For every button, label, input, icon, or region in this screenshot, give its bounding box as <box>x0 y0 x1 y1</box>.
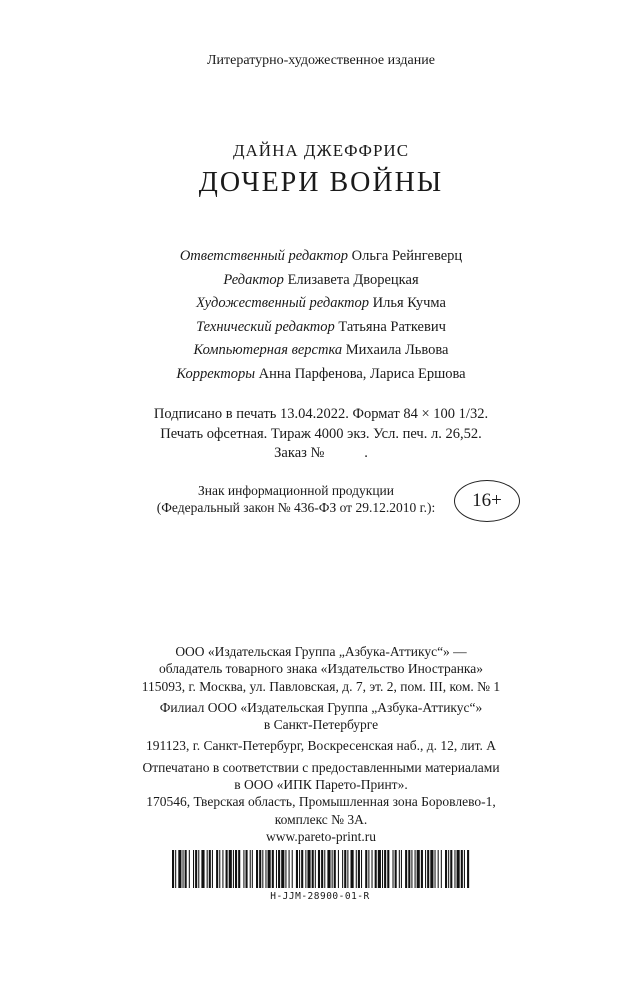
barcode-bar <box>178 850 181 888</box>
credits-block <box>0 245 642 387</box>
barcode-bar <box>250 850 251 888</box>
credit-name: Татьяна Раткевич <box>338 318 446 335</box>
barcode-bar <box>216 850 218 888</box>
barcode-bar <box>281 850 284 888</box>
barcode-bar <box>450 850 452 888</box>
barcode-bar <box>430 850 433 888</box>
barcode <box>170 850 470 910</box>
barcode-bar <box>195 850 197 888</box>
barcode-bar <box>299 850 300 888</box>
barcode-bar <box>235 850 237 888</box>
barcode-bar <box>268 850 271 888</box>
printer-line: в ООО «ИПК Парето-Принт». <box>234 777 408 793</box>
credit-line <box>0 292 642 316</box>
info-mark-line: Знак информационной продукции <box>197 483 395 498</box>
barcode-bar <box>332 850 333 888</box>
info-mark-text <box>146 483 446 516</box>
credit-line <box>0 245 642 269</box>
printer-line: Отпечатано в соответствии с предоставленными материалами <box>142 759 500 775</box>
barcode-bar <box>312 850 314 888</box>
publisher-line: в Санкт-Петербурге <box>263 717 379 733</box>
barcode-bar <box>233 850 234 888</box>
barcode-bar <box>408 850 410 888</box>
credit-role: Редактор <box>223 271 284 288</box>
barcode-bar <box>292 850 293 888</box>
barcode-bar <box>209 850 211 888</box>
barcode-bar <box>238 850 240 888</box>
barcode-bar <box>461 850 463 888</box>
barcode-bar <box>427 850 429 888</box>
barcode-bar <box>441 850 442 888</box>
barcode-bar <box>327 850 330 888</box>
barcode-bar <box>243 850 244 888</box>
barcode-bar <box>405 850 407 888</box>
print-line: Печать офсетная. Тираж 4000 экз. Усл. печ. л. 26,52. <box>160 425 482 442</box>
publisher-block <box>0 643 642 845</box>
barcode-bar <box>338 850 339 888</box>
age-rating-badge: 16+ <box>454 480 520 522</box>
printer-line: 170546, Тверская область, Промышленная зона Боровлево-1, <box>146 794 496 810</box>
barcode-bar <box>454 850 455 888</box>
barcode-bar <box>457 850 460 888</box>
barcode-bar <box>384 850 386 888</box>
barcode-bar <box>172 850 174 888</box>
barcode-bar <box>448 850 449 888</box>
barcode-bar <box>278 850 280 888</box>
printer-website: www.pareto-print.ru <box>265 828 377 844</box>
barcode-bar <box>372 850 373 888</box>
barcode-bar <box>361 850 362 888</box>
barcode-bar <box>467 850 469 888</box>
credit-role: Компьютерная верстка <box>193 342 343 359</box>
barcode-bar <box>344 850 346 888</box>
barcode-bar <box>193 850 194 888</box>
barcode-bar <box>438 850 439 888</box>
barcode-bar <box>382 850 383 888</box>
barcode-bar <box>387 850 389 888</box>
barcode-bar <box>464 850 465 888</box>
barcode-bar <box>301 850 303 888</box>
print-line: Заказ № . <box>274 445 368 461</box>
print-line: Подписано в печать 13.04.2022. Формат 84 × 100 1/32. <box>153 406 489 422</box>
barcode-bar <box>445 850 447 888</box>
credit-role: Корректоры <box>176 365 256 382</box>
barcode-bar <box>411 850 412 888</box>
publisher-line: обладатель товарного знака «Издательство Иностранка» <box>158 661 484 677</box>
publisher-line: 115093, г. Москва, ул. Павловская, д. 7, эт. 2, пом. III, ком. № 1 <box>141 678 501 694</box>
barcode-bar <box>259 850 261 888</box>
barcode-bar <box>315 850 316 888</box>
barcode-bar <box>201 850 204 888</box>
barcode-bar <box>425 850 426 888</box>
barcode-bar <box>417 850 420 888</box>
barcode-bar <box>435 850 436 888</box>
barcode-bar <box>351 850 354 888</box>
author-name: ДАЙНА ДЖЕФФРИС <box>232 141 410 160</box>
credit-name: Елизавета Дворецкая <box>287 271 419 288</box>
barcode-bar <box>198 850 199 888</box>
barcode-bar <box>321 850 323 888</box>
barcode-bar <box>262 850 263 888</box>
printer-line: комплекс № 3А. <box>274 811 368 827</box>
barcode-bar <box>415 850 416 888</box>
barcode-bar <box>358 850 360 888</box>
credit-line <box>0 316 642 340</box>
edition-type: Литературно-художественное издание <box>207 53 435 68</box>
barcode-bar <box>393 850 394 888</box>
book-title: ДОЧЕРИ ВОЙНЫ <box>198 167 444 198</box>
barcode-bar <box>421 850 423 888</box>
barcode-bar <box>324 850 325 888</box>
barcode-bar <box>296 850 298 888</box>
info-product-mark <box>146 480 516 522</box>
barcode-bar <box>252 850 253 888</box>
barcode-bar <box>401 850 402 888</box>
credit-role: Художественный редактор <box>196 295 370 312</box>
barcode-bar <box>365 850 367 888</box>
publisher-line: ООО «Издательская Группа „Азбука-Аттикус“» — <box>175 644 467 659</box>
barcode-bar <box>347 850 348 888</box>
barcode-bar <box>175 850 176 888</box>
barcode-bar <box>229 850 232 888</box>
credit-name: Михаила Львова <box>345 342 449 359</box>
credit-line <box>0 339 642 363</box>
barcode-bar <box>246 850 248 888</box>
credit-role: Технический редактор <box>196 318 335 335</box>
barcode-bar <box>305 850 306 888</box>
barcode-bar <box>378 850 381 888</box>
barcode-bar <box>289 850 290 888</box>
barcode-bar <box>212 850 213 888</box>
credit-role: Ответственный редактор <box>179 248 348 264</box>
barcode-bar <box>285 850 286 888</box>
barcode-bar <box>219 850 220 888</box>
barcode-label: H-JJM-28900-01-R <box>270 891 370 902</box>
barcode-bar <box>207 850 208 888</box>
barcode-bar <box>307 850 310 888</box>
barcode-bar <box>399 850 400 888</box>
barcode-bar <box>395 850 397 888</box>
barcode-bar <box>183 850 184 888</box>
barcode-bar <box>226 850 228 888</box>
barcode-bar <box>318 850 320 888</box>
credit-line <box>0 363 642 387</box>
publisher-line: Филиал ООО «Издательская Группа „Азбука-Аттикус“» <box>159 699 483 715</box>
credit-name: Ольга Рейнгеверц <box>351 248 463 264</box>
barcode-bar <box>342 850 343 888</box>
barcode-bar <box>185 850 187 888</box>
barcode-bar <box>375 850 377 888</box>
barcode-bar <box>189 850 190 888</box>
print-info <box>0 405 642 464</box>
barcode-bar <box>356 850 357 888</box>
barcode-bar <box>222 850 223 888</box>
credit-name: Илья Кучма <box>372 295 446 312</box>
barcode-bar <box>276 850 277 888</box>
credit-line <box>0 269 642 293</box>
credit-name: Анна Парфенова, Лариса Ершова <box>258 365 466 382</box>
info-mark-line: (Федеральный закон № 436-ФЗ от 29.12.2010 г.): <box>156 499 436 515</box>
barcode-bar <box>265 850 266 888</box>
barcode-bar <box>272 850 274 888</box>
publisher-line: 191123, г. Санкт-Петербург, Воскресенская наб., д. 12, лит. А <box>146 738 496 754</box>
barcode-bar <box>256 850 258 888</box>
barcode-bar <box>368 850 369 888</box>
barcode-bar <box>334 850 336 888</box>
barcode-bars <box>170 850 470 888</box>
